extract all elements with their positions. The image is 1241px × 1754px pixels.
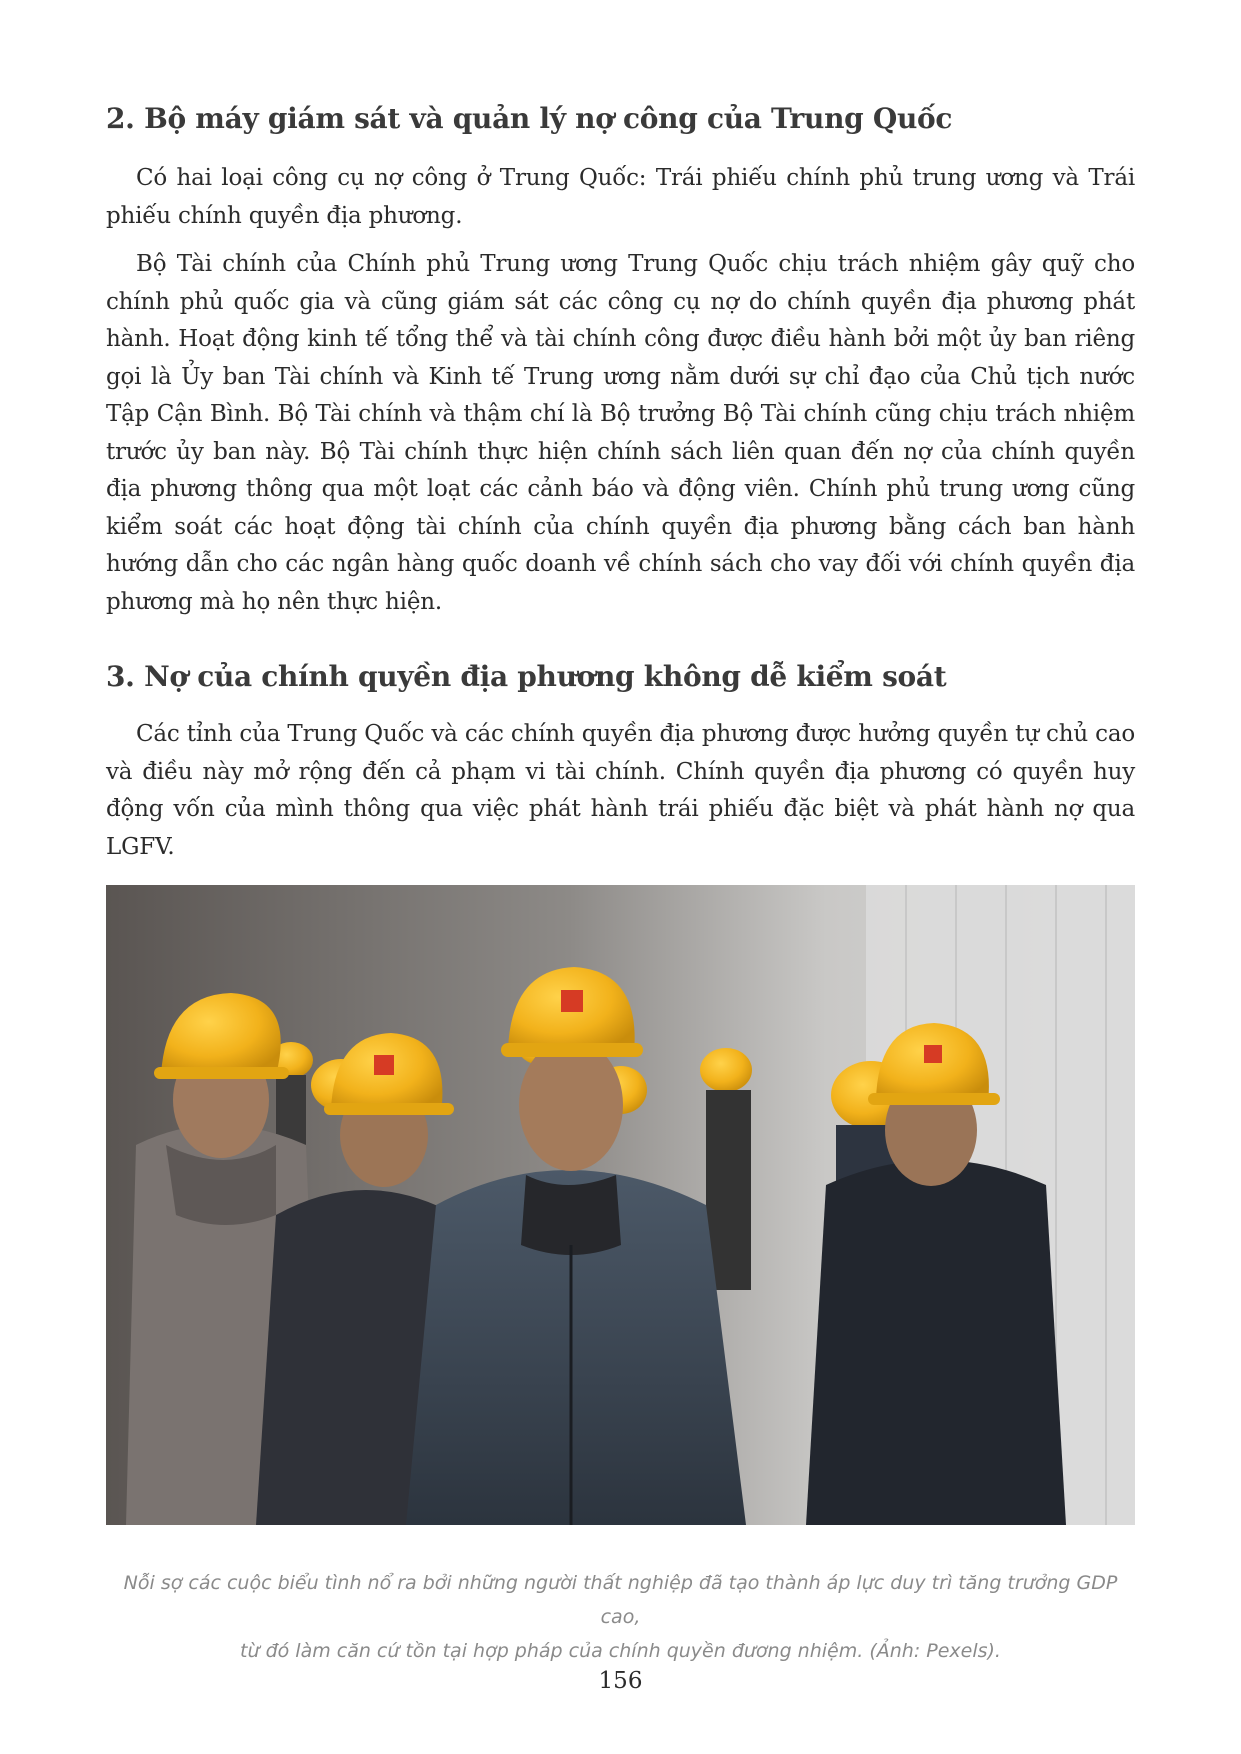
caption-line-2: từ đó làm căn cứ tồn tại hợp pháp của chính quyền đương nhiệm. (Ảnh: Pexels). bbox=[240, 1640, 1001, 1662]
workers-illustration bbox=[106, 885, 1135, 1525]
paragraph-ministry-of-finance: Bộ Tài chính của Chính phủ Trung ương Trung Quốc chịu trách nhiệm gây quỹ cho chính phủ quốc gia và cũng giám sát các công cụ nợ do chính quyền địa phương phát hành. Hoạt động kinh tế tổng thể và tài chính công được điều hành bởi một ủy ban riêng gọi là Ủy ban Tài chính và Kinh tế Trung ương nằm dưới sự chỉ đạo của Chủ tịch nước Tập Cận Bình. Bộ Tài chính và thậm chí là Bộ trưởng Bộ Tài chính cũng chịu trách nhiệm trước ủy ban này. Bộ Tài chính thực hiện chính sách liên quan đến nợ của chính quyền địa phương thông qua một loạt các cảnh báo và động viên. Chính phủ trung ương cũng kiểm soát các hoạt động tài chính của chính quyền địa phương bằng cách ban hành hướng dẫn cho các ngân hàng quốc doanh về chính sách cho vay đối với chính quyền địa phương mà họ nên thực hiện. bbox=[106, 251, 1135, 615]
figure-caption bbox=[106, 1566, 1135, 1668]
paragraph-local-government: Các tỉnh của Trung Quốc và các chính quyền địa phương được hưởng quyền tự chủ cao và điều này mở rộng đến cả phạm vi tài chính. Chính quyền địa phương có quyền huy động vốn của mình thông qua việc phát hành trái phiếu đặc biệt và phát hành nợ qua LGFV. bbox=[106, 721, 1135, 860]
page-number: 156 bbox=[598, 1668, 643, 1694]
caption-line-1: Nỗi sợ các cuộc biểu tình nổ ra bởi những người thất nghiệp đã tạo thành áp lực duy trì tăng trưởng GDP cao, bbox=[123, 1572, 1118, 1628]
paragraph-debt-instruments: Có hai loại công cụ nợ công ở Trung Quốc: Trái phiếu chính phủ trung ương và Trái phiếu chính quyền địa phương. bbox=[106, 165, 1135, 229]
section-heading-2: 2. Bộ máy giám sát và quản lý nợ công của Trung Quốc bbox=[106, 102, 953, 135]
section-heading-3: 3. Nợ của chính quyền địa phương không dễ kiểm soát bbox=[106, 660, 947, 693]
workers-photo bbox=[106, 885, 1135, 1525]
